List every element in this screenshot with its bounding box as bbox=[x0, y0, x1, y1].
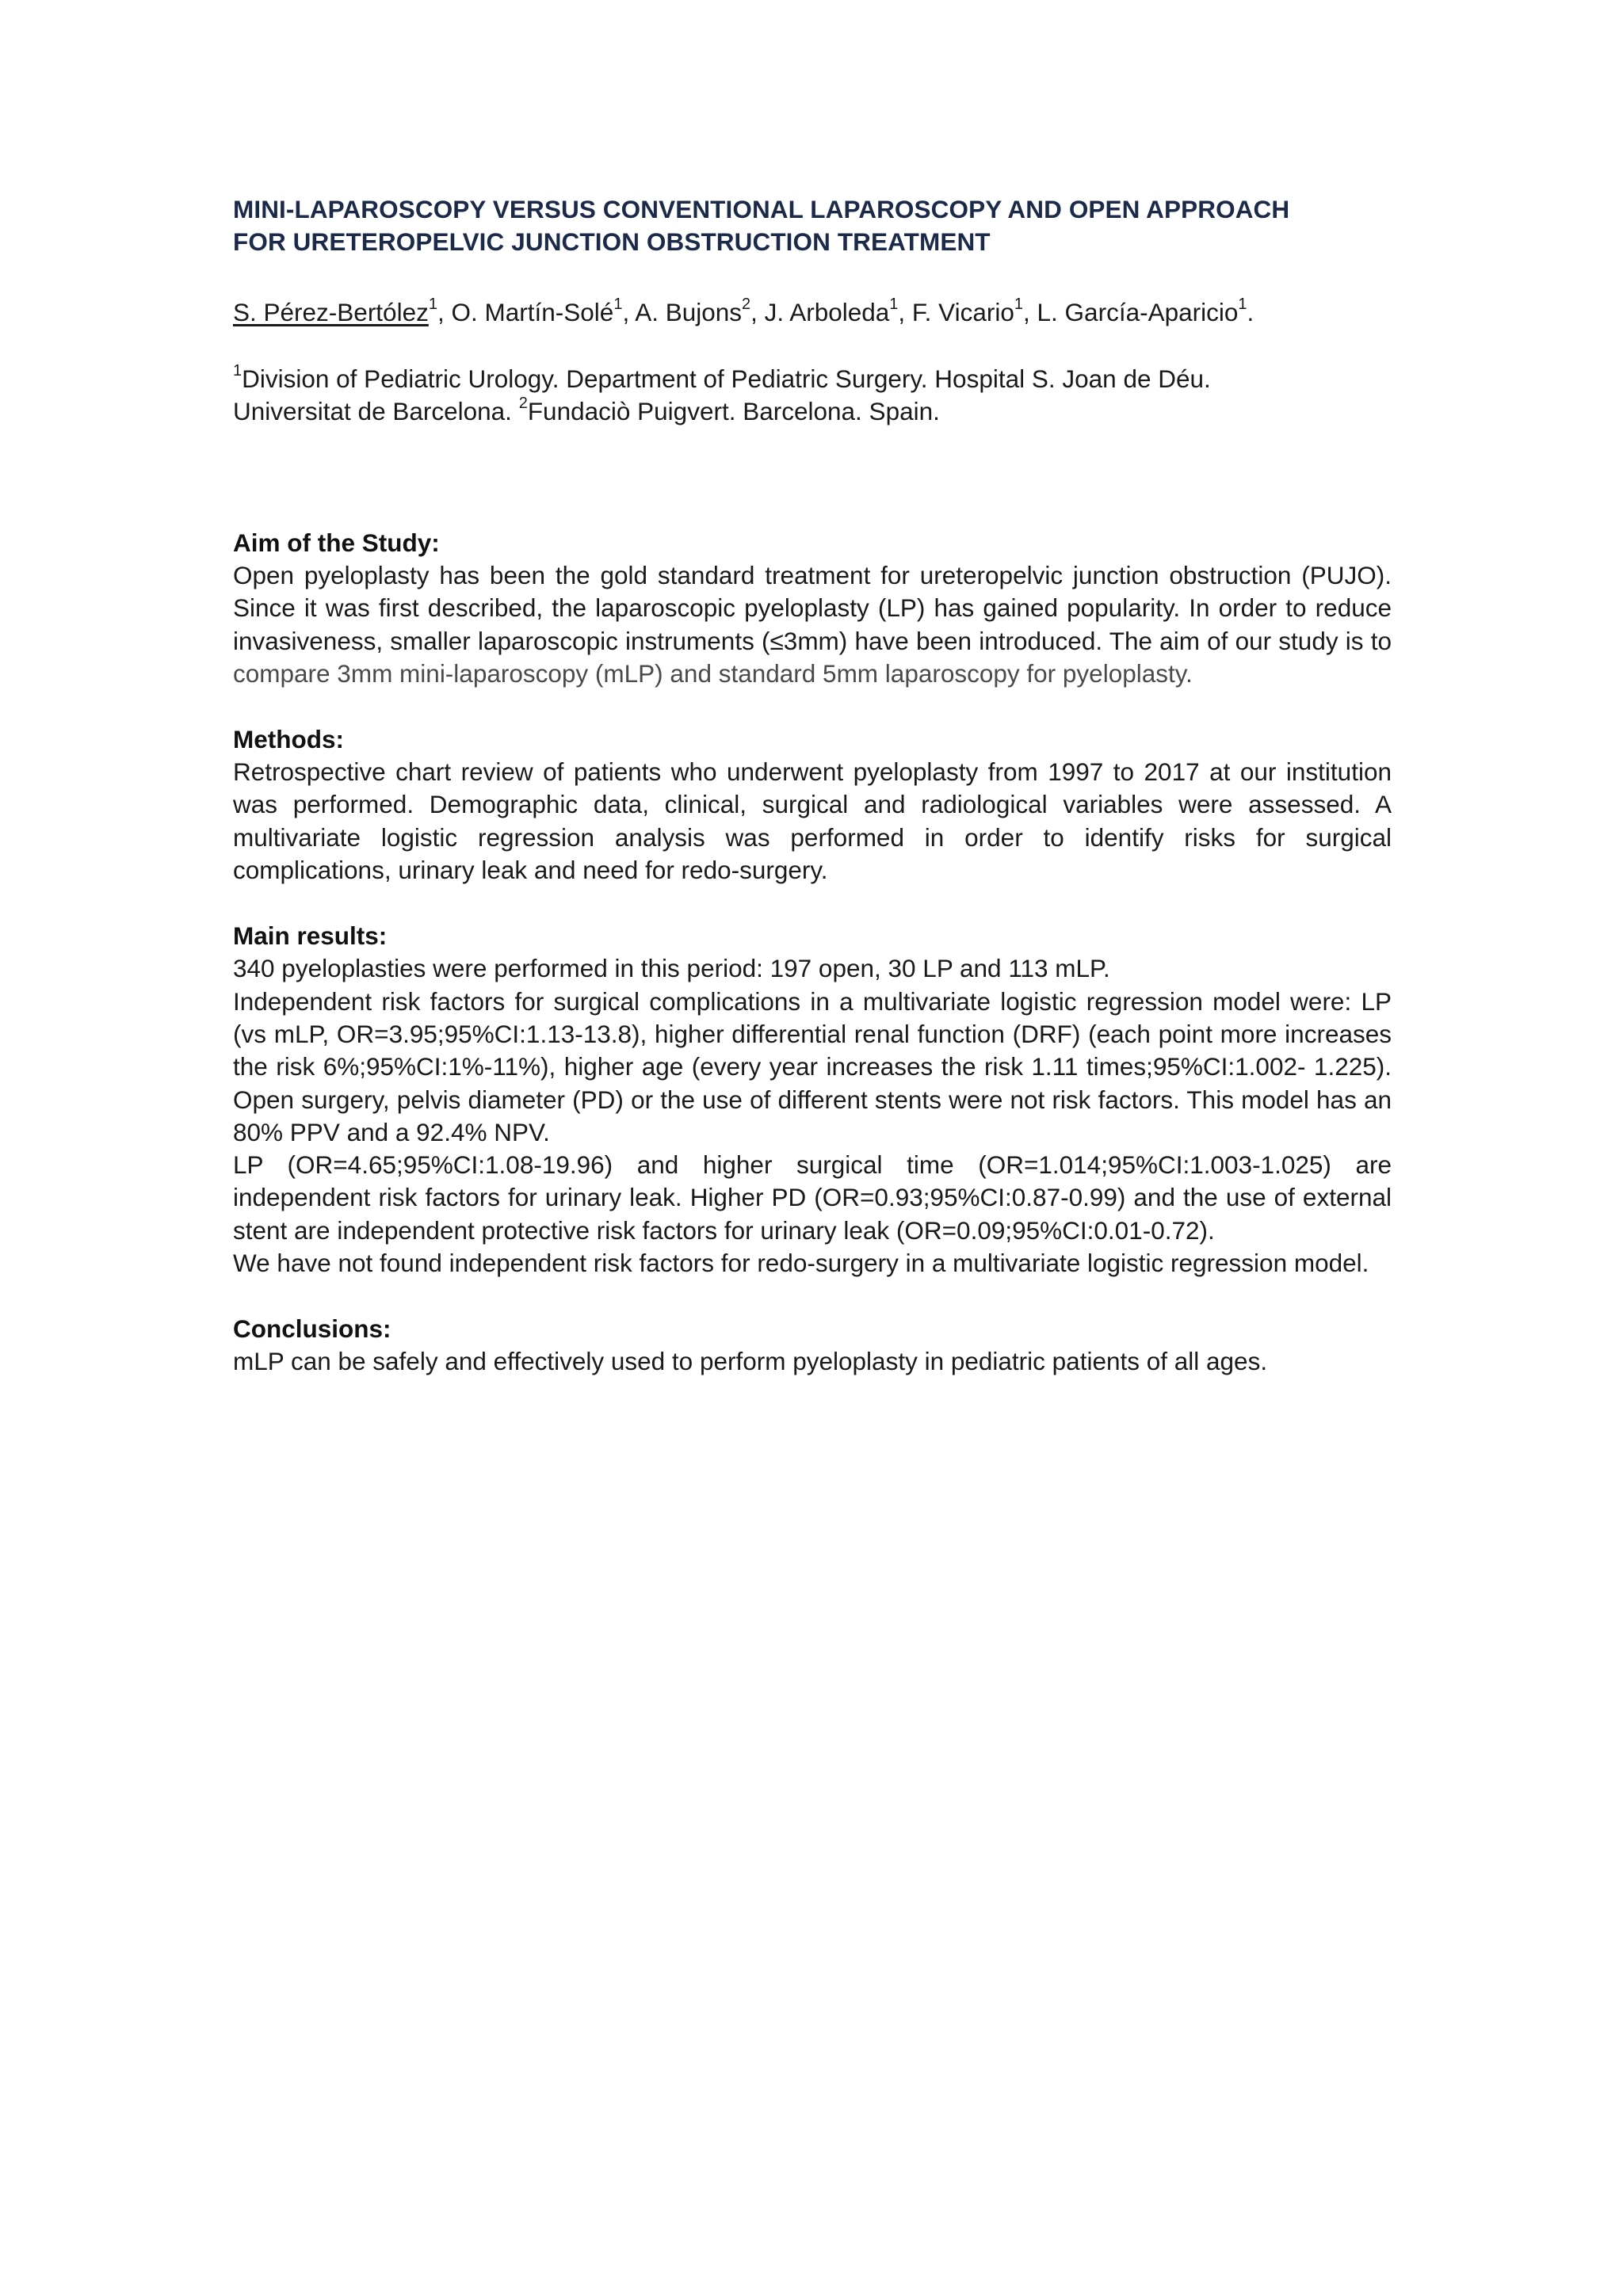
section-heading: Methods: bbox=[233, 725, 344, 754]
author-affiliation-mark: 1 bbox=[428, 295, 437, 313]
section-body: Retrospective chart review of patients who underwent pyeloplasty from 1997 to 2017 at our institution was performed. Demographic data, clinical, surgical and radiological variables were assessed. A multivariate logistic regression analysis was performed in order to identify risks for surgical complications, urinary leak and need for redo-surgery. bbox=[233, 757, 1392, 885]
section-body bbox=[233, 559, 1392, 690]
results-paragraph: We have not found independent risk factors for redo-surgery in a multivariate logistic regression model. bbox=[233, 1249, 1369, 1278]
section-heading: Aim of the Study: bbox=[233, 528, 440, 557]
aim-text: Open pyeloplasty has been the gold standard treatment for ureteropelvic junction obstruction (PUJO). Since it was first described, the laparoscopic pyeloplasty (LP) has gained popularity. In order to reduce invasiveness, smaller laparoscopic instruments (≤3mm) have been introduced. The aim of our study is to bbox=[233, 561, 1392, 655]
affiliation-text: Universitat de Barcelona. bbox=[233, 397, 519, 425]
title-line-1: MINI-LAPAROSCOPY VERSUS CONVENTIONAL LAPAROSCOPY AND OPEN APPROACH bbox=[233, 195, 1290, 223]
results-paragraph: Independent risk factors for surgical complications in a multivariate logistic regression model were: LP (vs mLP, OR=3.95;95%CI:1.13-13.8), higher differential renal function (DRF) (each point more increases the risk 6%;95%CI:1%-11%), higher age (every year increases the risk 1.11 times;95%CI:1.002- 1.225). Open surgery, pelvis diameter (PD) or the use of different stents were not risk factors. This model has an 80% PPV and a 92.4% NPV. bbox=[233, 986, 1392, 1146]
presenting-author: S. Pérez-Bertólez bbox=[233, 298, 429, 326]
author-affiliation-mark: 1 bbox=[1014, 295, 1024, 313]
aim-objective-text: compare 3mm mini-laparoscopy (mLP) and standard 5mm laparoscopy for pyeloplasty. bbox=[233, 658, 1193, 688]
abstract-title bbox=[233, 193, 1392, 258]
section-results bbox=[233, 920, 1392, 1280]
results-paragraph: 340 pyeloplasties were performed in this period: 197 open, 30 LP and 113 mLP. bbox=[233, 954, 1110, 983]
author-name: , F. Vicario bbox=[898, 298, 1014, 326]
title-line-2: FOR URETEROPELVIC JUNCTION OBSTRUCTION TREATMENT bbox=[233, 227, 991, 256]
author-affiliation-mark: 1 bbox=[889, 295, 899, 313]
author-affiliation-mark: 1 bbox=[1238, 295, 1247, 313]
author-affiliation-mark: 2 bbox=[742, 295, 751, 313]
affiliation-mark: 2 bbox=[518, 394, 528, 412]
section-methods bbox=[233, 723, 1392, 887]
section-conclusions bbox=[233, 1313, 1392, 1378]
author-affiliation-mark: 1 bbox=[613, 295, 623, 313]
abstract-page bbox=[233, 193, 1392, 1379]
author-name: , A. Bujons bbox=[622, 298, 743, 326]
affiliation-mark: 1 bbox=[233, 361, 242, 379]
author-list-end: . bbox=[1247, 298, 1254, 326]
section-aim bbox=[233, 527, 1392, 690]
affiliation-text: Division of Pediatric Urology. Department of Pediatric Surgery. Hospital S. Joan de Déu. bbox=[242, 364, 1211, 393]
section-heading: Main results: bbox=[233, 921, 388, 951]
author-name: , O. Martín-Solé bbox=[437, 298, 614, 326]
section-heading: Conclusions: bbox=[233, 1314, 391, 1344]
author-name: , L. García-Aparicio bbox=[1023, 298, 1239, 326]
results-paragraph: LP (OR=4.65;95%CI:1.08-19.96) and higher surgical time (OR=1.014;95%CI:1.003-1.025) are independent risk factors for urinary leak. Higher PD (OR=0.93;95%CI:0.87-0.99) and the use of external stent are independent protective risk factors for urinary leak (OR=0.09;95%CI:0.01-0.72). bbox=[233, 1150, 1392, 1245]
author-list bbox=[233, 296, 1392, 328]
affiliation-text: Fundaciò Puigvert. Barcelona. Spain. bbox=[527, 397, 940, 425]
author-name: , J. Arboleda bbox=[750, 298, 890, 326]
section-body: mLP can be safely and effectively used to perform pyeloplasty in pediatric patients of all ages. bbox=[233, 1347, 1268, 1376]
affiliations bbox=[233, 363, 1392, 428]
